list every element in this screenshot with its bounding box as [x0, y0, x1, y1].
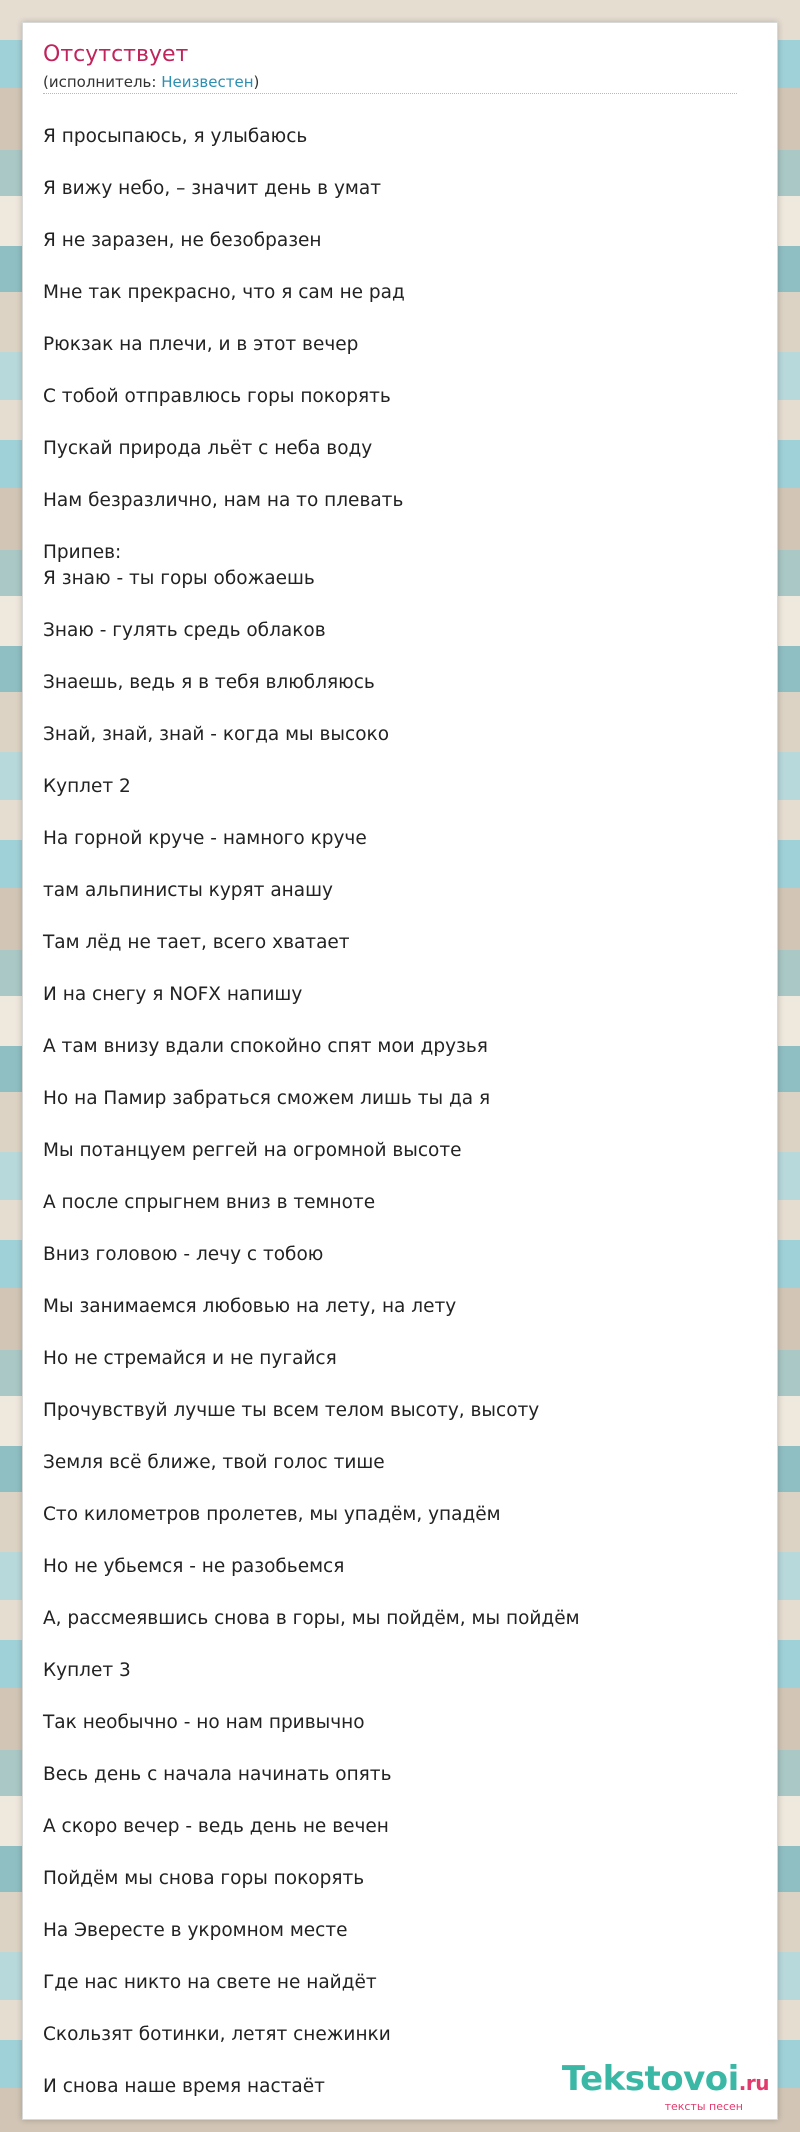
lyric-line: Куплет 2: [43, 776, 131, 797]
lyrics-sheet: [22, 22, 778, 2120]
song-title: Отсутствует: [43, 42, 189, 67]
lyric-line: Там лёд не тает, всего хватает: [43, 932, 350, 953]
lyric-line: Пускай природа льёт с неба воду: [43, 438, 373, 459]
site-logo[interactable]: [561, 2059, 769, 2113]
lyric-line: А там внизу вдали спокойно спят мои друзья: [43, 1036, 488, 1057]
lyric-line: Куплет 3: [43, 1660, 131, 1681]
lyric-line: Мы занимаемся любовью на лету, на лету: [43, 1296, 457, 1317]
lyric-line: Но не стремайся и не пугайся: [43, 1348, 337, 1369]
logo-tagline: тексты песен: [664, 2100, 743, 2113]
lyric-line: Я не заразен, не безобразен: [43, 230, 322, 251]
lyric-line: там альпинисты курят анашу: [43, 880, 333, 901]
lyric-line: Где нас никто на свете не найдёт: [43, 1972, 377, 1993]
lyric-line: Скользят ботинки, летят снежинки: [43, 2024, 391, 2045]
lyric-line: На Эвересте в укромном месте: [43, 1920, 348, 1941]
lyric-line: Весь день с начала начинать опять: [43, 1764, 392, 1785]
lyric-line: Рюкзак на плечи, и в этот вечер: [43, 334, 359, 355]
logo-main-text: Tekstovoi: [561, 2059, 739, 2099]
artist-line: [43, 73, 259, 91]
lyric-line: Но не убьемся - не разобьемся: [43, 1556, 345, 1577]
lyric-line: А после спрыгнем вниз в темноте: [43, 1192, 376, 1213]
lyric-line: Так необычно - но нам привычно: [43, 1712, 365, 1733]
lyric-line: Вниз головою - лечу с тобою: [43, 1244, 324, 1265]
lyric-line: Мы потанцуем реггей на огромной высоте: [43, 1140, 462, 1161]
lyric-line: Прочувствуй лучше ты всем телом высоту, высоту: [43, 1400, 540, 1421]
artist-suffix: ): [253, 73, 260, 91]
lyric-line: Нам безразлично, нам на то плевать: [43, 490, 404, 511]
lyric-line: Земля всё ближе, твой голос тише: [43, 1452, 385, 1473]
lyric-line: А, рассмеявшись снова в горы, мы пойдём, мы пойдём: [43, 1608, 580, 1629]
lyric-line: Знай, знай, знай - когда мы высоко: [43, 724, 390, 745]
lyric-line: Мне так прекрасно, что я сам не рад: [43, 282, 405, 303]
lyric-line: Знаешь, ведь я в тебя влюбляюсь: [43, 672, 375, 693]
lyric-line: А скоро вечер - ведь день не вечен: [43, 1816, 389, 1837]
artist-link[interactable]: Неизвестен: [161, 73, 254, 91]
lyric-line: Я просыпаюсь, я улыбаюсь: [43, 126, 308, 147]
logo-wordmark: [561, 2059, 769, 2100]
lyric-line: Знаю - гулять средь облаков: [43, 620, 326, 641]
title-divider: [43, 93, 737, 94]
lyric-line: Я знаю - ты горы обожаешь: [43, 568, 315, 589]
lyric-line: Сто километров пролетев, мы упадём, упадём: [43, 1504, 501, 1525]
logo-domain-suffix: .ru: [738, 2071, 769, 2095]
lyric-line: Пойдём мы снова горы покорять: [43, 1868, 365, 1889]
lyric-line: Припев:: [43, 542, 122, 563]
lyric-line: На горной круче - намного круче: [43, 828, 367, 849]
lyric-line: Но на Памир забраться сможем лишь ты да я: [43, 1088, 491, 1109]
lyric-line: И снова наше время настаёт: [43, 2076, 325, 2097]
artist-prefix: (исполнитель:: [43, 73, 162, 91]
lyric-line: С тобой отправлюсь горы покорять: [43, 386, 391, 407]
lyric-line: Я вижу небо, – значит день в умат: [43, 178, 381, 199]
lyric-line: И на снегу я NOFX напишу: [43, 984, 303, 1005]
